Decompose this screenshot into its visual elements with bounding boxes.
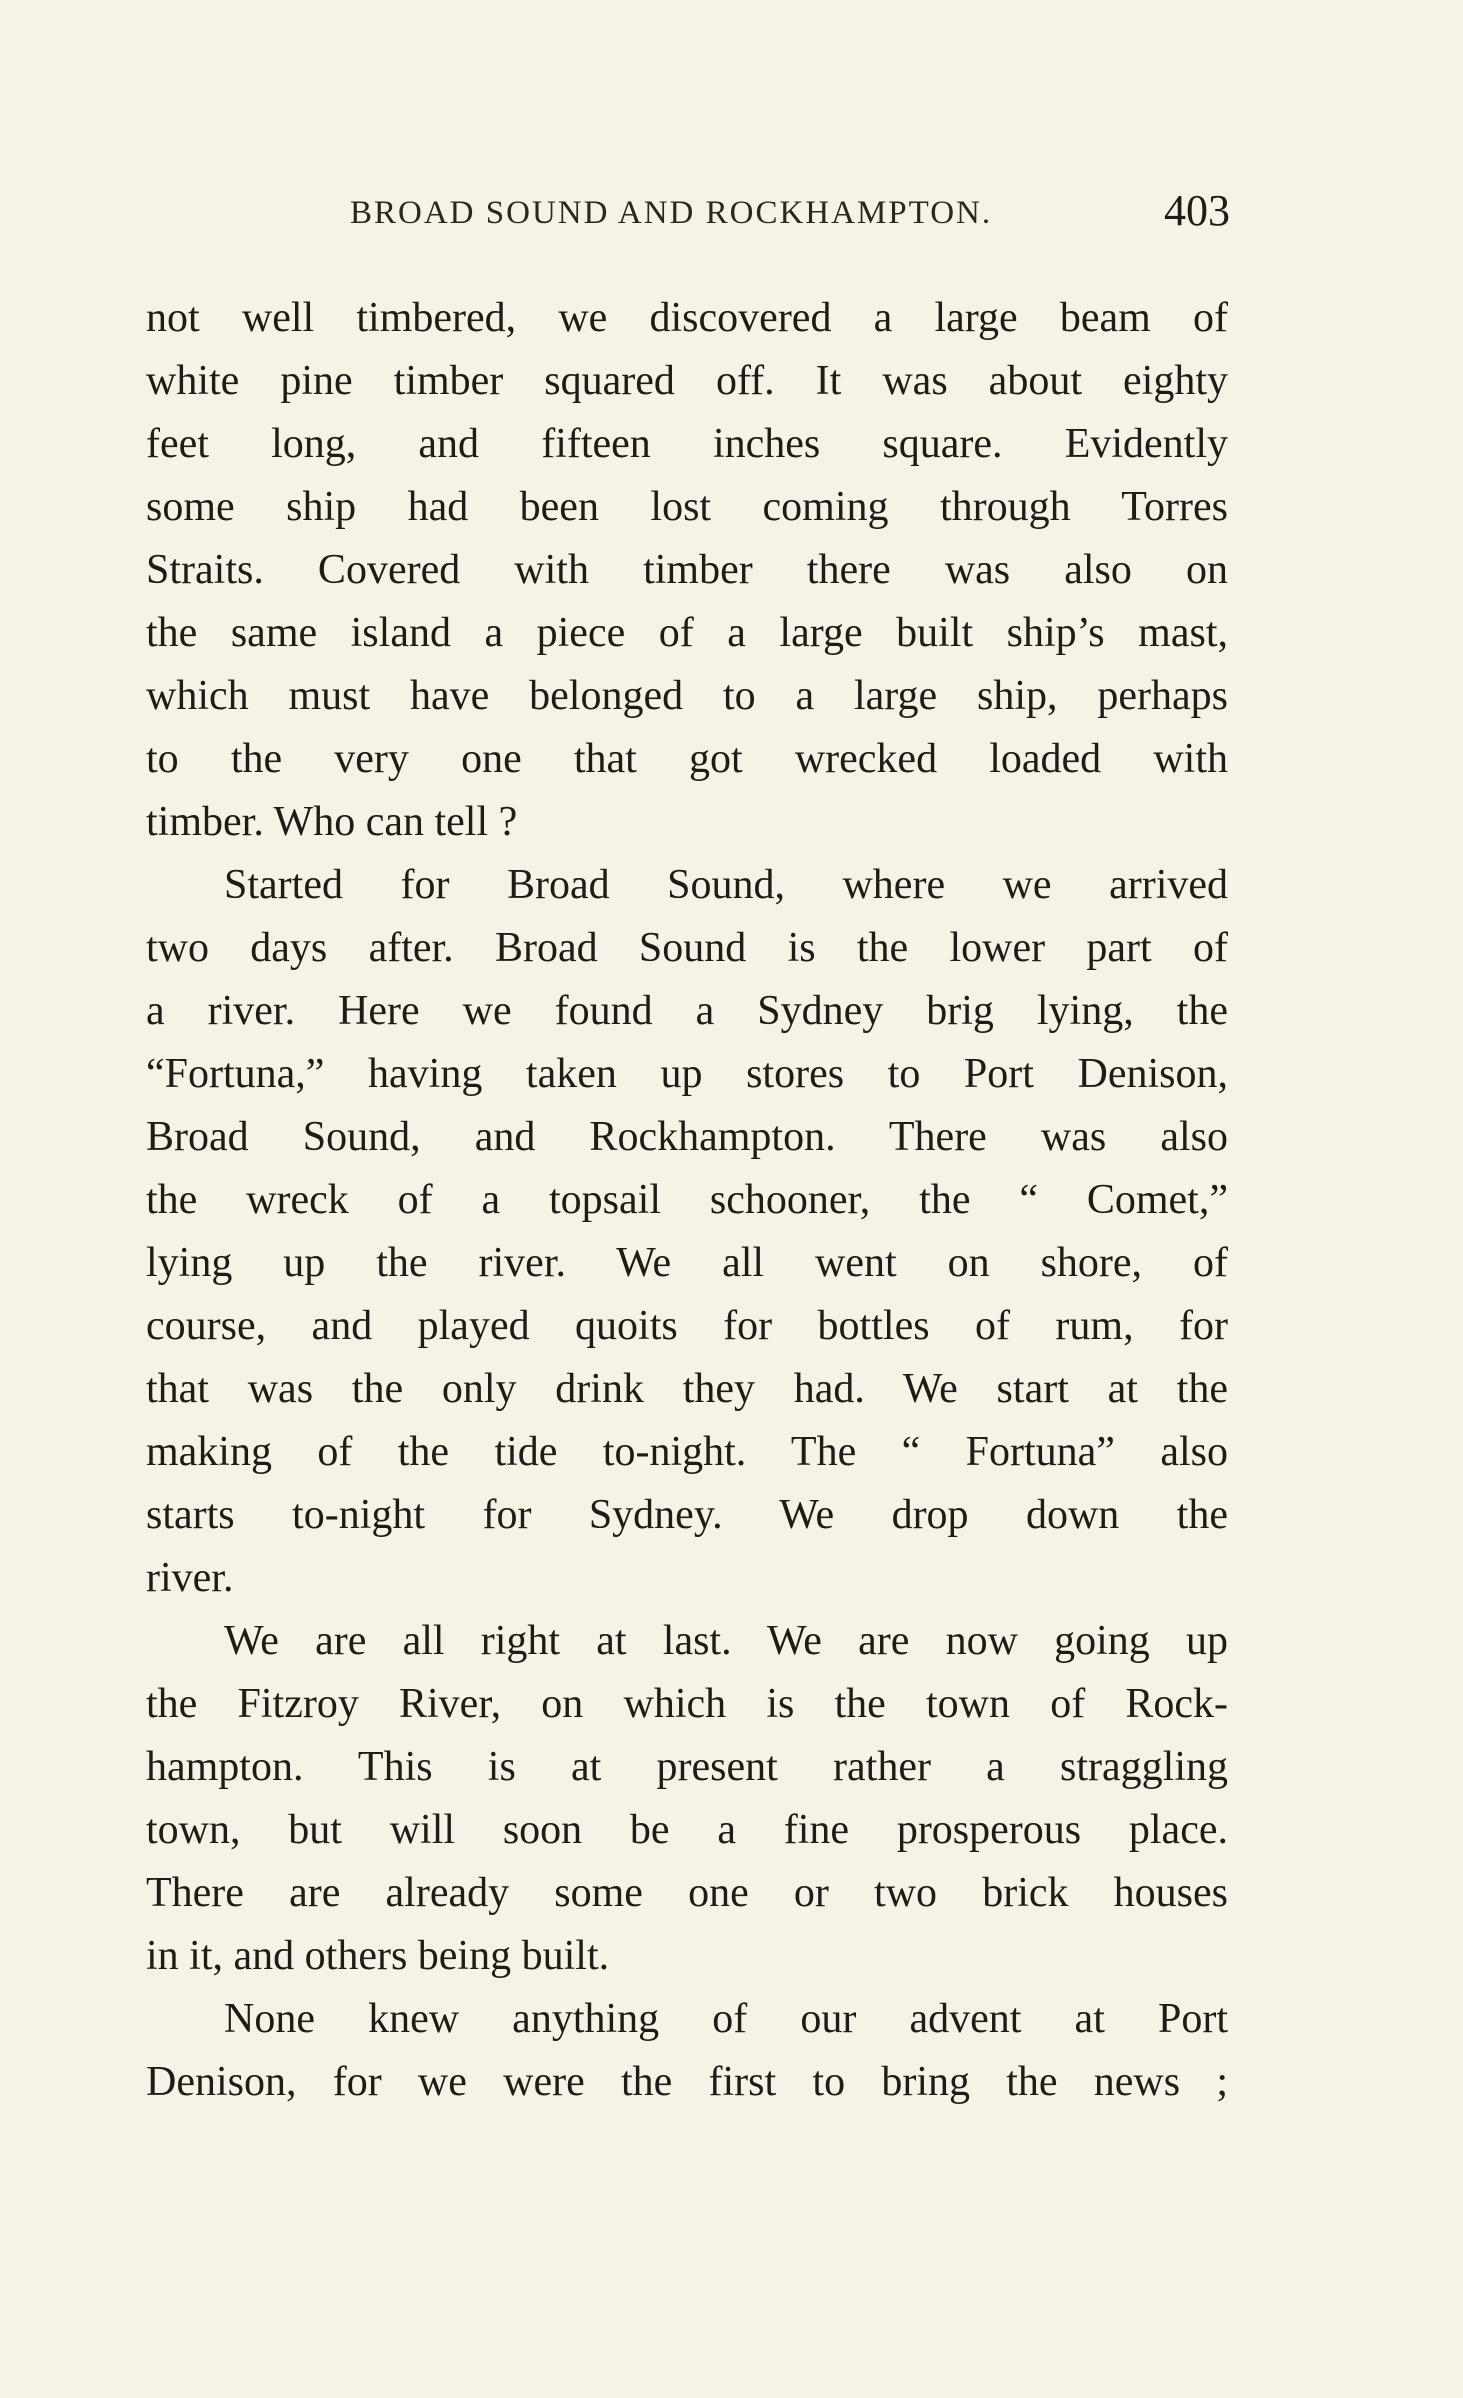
text-line: lying up the river. We all went on shore, of xyxy=(146,1240,1228,1286)
text-line: We are all right at last. We are now going up xyxy=(224,1618,1228,1664)
text-line: the same island a piece of a large built ship’s mast, xyxy=(146,610,1228,656)
body-text xyxy=(146,287,1228,2114)
running-title: BROAD SOUND AND ROCKHAMPTON. xyxy=(350,195,993,231)
running-head xyxy=(150,185,1230,241)
text-line: Broad Sound, and Rockhampton. There was also xyxy=(146,1114,1228,1160)
text-line: a river. Here we found a Sydney brig lying, the xyxy=(146,988,1228,1034)
text-line: starts to-night for Sydney. We drop down the xyxy=(146,1492,1228,1538)
text-line: Denison, for we were the first to bring the news ; xyxy=(146,2059,1228,2105)
text-line: Started for Broad Sound, where we arrived xyxy=(224,862,1228,908)
text-line: hampton. This is at present rather a straggling xyxy=(146,1744,1228,1790)
text-line: that was the only drink they had. We start at the xyxy=(146,1366,1228,1412)
text-line: feet long, and fifteen inches square. Evidently xyxy=(146,421,1228,467)
text-line: making of the tide to-night. The “ Fortuna” also xyxy=(146,1429,1228,1475)
text-line: to the very one that got wrecked loaded with xyxy=(146,736,1228,782)
text-line: timber. Who can tell ? xyxy=(146,799,518,845)
page-number: 403 xyxy=(1164,186,1230,235)
text-line: some ship had been lost coming through Torres xyxy=(146,484,1228,530)
text-line: None knew anything of our advent at Port xyxy=(224,1996,1228,2042)
text-line: the wreck of a topsail schooner, the “ Comet,” xyxy=(146,1177,1228,1223)
text-line: in it, and others being built. xyxy=(146,1933,610,1979)
text-line: town, but will soon be a fine prosperous place. xyxy=(146,1807,1228,1853)
text-line: river. xyxy=(146,1555,234,1601)
text-line: white pine timber squared off. It was about eighty xyxy=(146,358,1228,404)
text-line: not well timbered, we discovered a large beam of xyxy=(146,295,1228,341)
text-line: the Fitzroy River, on which is the town of Rock- xyxy=(146,1681,1228,1727)
text-line: There are already some one or two brick houses xyxy=(146,1870,1228,1916)
text-line: two days after. Broad Sound is the lower part of xyxy=(146,925,1228,971)
text-line: course, and played quoits for bottles of rum, for xyxy=(146,1303,1228,1349)
text-line: Straits. Covered with timber there was also on xyxy=(146,547,1228,593)
text-line: “Fortuna,” having taken up stores to Port Denison, xyxy=(146,1051,1228,1097)
text-line: which must have belonged to a large ship, perhaps xyxy=(146,673,1228,719)
